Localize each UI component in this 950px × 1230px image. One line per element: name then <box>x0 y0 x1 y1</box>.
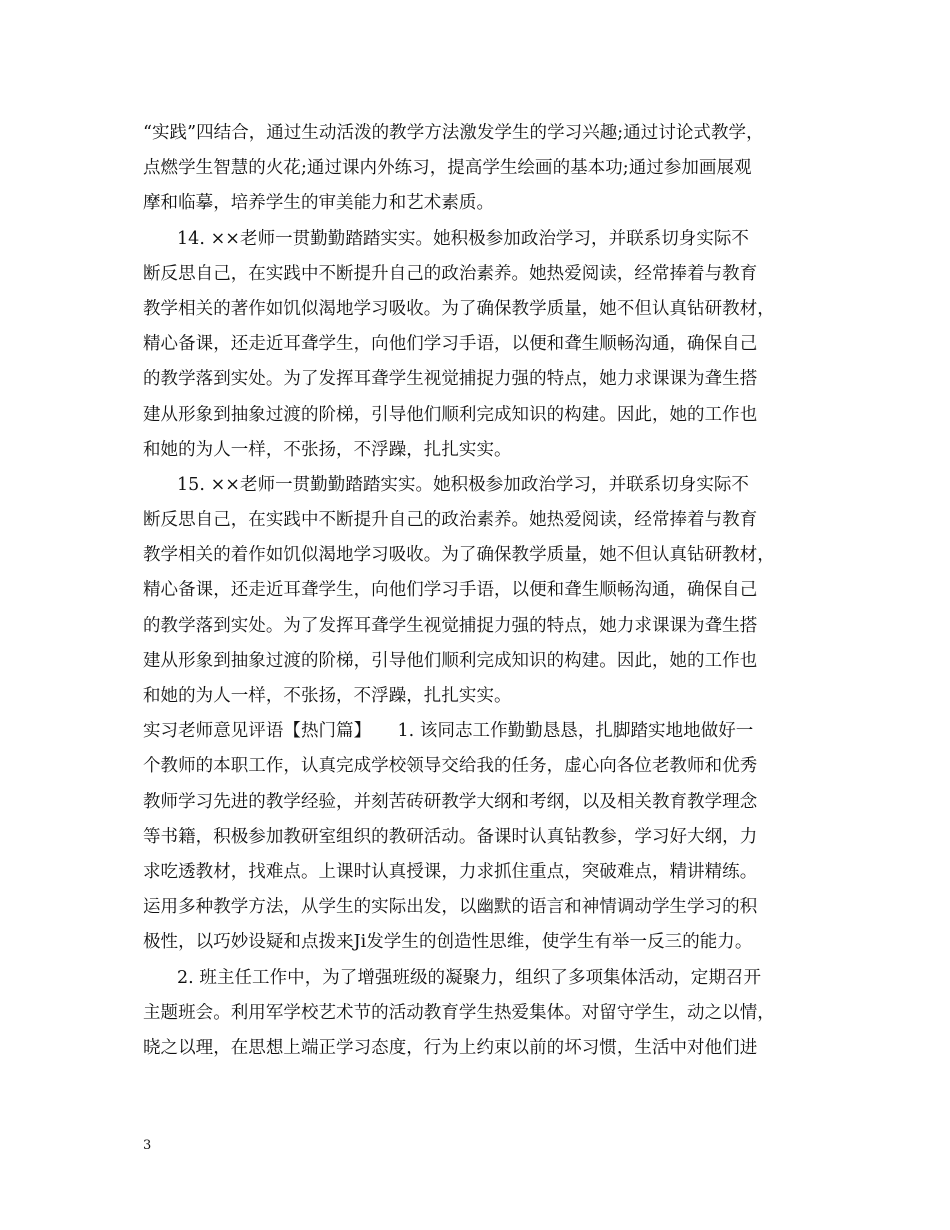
text-line: 的教学落到实处。为了发挥耳聋学生视觉捕捉力强的特点，她力求课课为聋生搭 <box>143 369 758 390</box>
text-line: 晓之以理，在思想上端正学习态度，行为上约束以前的坏习惯，生活中对他们进 <box>143 1037 758 1058</box>
text-line: 点燃学生智慧的火花;通过课内外练习，提高学生绘画的基本功;通过参加画展观 <box>143 158 752 179</box>
text-line: 建从形象到抽象过渡的阶梯，引导他们顺利完成知识的构建。因此，她的工作也 <box>143 650 758 671</box>
text-line: 极性，以巧妙设疑和点拨来Ji发学生的创造性思维，使学生有举一反三的能力。 <box>143 932 753 953</box>
text-line: 运用多种教学方法，从学生的实际出发，以幽默的语言和神情调动学生学习的积 <box>143 897 758 918</box>
text-line: “实践”四结合，通过生动活泼的教学方法激发学生的学习兴趣;通过讨论式教学， <box>143 123 764 143</box>
text-line: 断反思自己，在实践中不断提升自己的政治素养。她热爱阅读，经常捧着与教育 <box>143 263 758 284</box>
text-line: 教师学习先进的教学经验，并刻苦砖研教学大纲和考纲，以及相关教育教学理念 <box>143 791 758 812</box>
text-line: 15. ××老师一贯勤勤踏踏实实。她积极参加政治学习，并联系切身实际不 <box>177 474 749 495</box>
text-line: 和她的为人一样，不张扬，不浮躁，扎扎实实。 <box>143 439 512 460</box>
text-line: 断反思自己，在实践中不断提升自己的政治素养。她热爱阅读，经常捧着与教育 <box>143 510 758 531</box>
text-line: 摩和临摹，培养学生的审美能力和艺术素质。 <box>143 193 494 214</box>
text-line: 实习老师意见评语【热门篇】 1. 该同志工作勤勤恳恳，扎脚踏实地地做好一 <box>143 721 754 742</box>
text-line: 精心备课，还走近耳聋学生，向他们学习手语，以便和聋生顺畅沟通，确保自己 <box>143 580 758 601</box>
document-body <box>143 116 833 1066</box>
text-line: 求吃透教材，找难点。上课时认真授课，力求抓住重点，突破难点，精讲精练。 <box>143 861 758 882</box>
text-line: 个教师的本职工作，认真完成学校领导交给我的任务，虚心向各位老教师和优秀 <box>143 756 758 777</box>
page-number: 3 <box>143 1138 152 1153</box>
text-line: 主题班会。利用军学校艺术节的活动教育学生热爱集体。对留守学生，动之以情， <box>143 1002 775 1023</box>
text-line: 建从形象到抽象过渡的阶梯，引导他们顺利完成知识的构建。因此，她的工作也 <box>143 404 758 425</box>
text-line: 等书籍，积极参加教研室组织的教研活动。备课时认真钻教参，学习好大纲，力 <box>143 826 758 847</box>
text-line: 精心备课，还走近耳聋学生，向他们学习手语，以便和聋生顺畅沟通，确保自己 <box>143 334 758 355</box>
text-line: 14. ××老师一贯勤勤踏踏实实。她积极参加政治学习，并联系切身实际不 <box>177 228 749 249</box>
text-line: 和她的为人一样，不张扬，不浮躁，扎扎实实。 <box>143 686 512 706</box>
text-line: 2. 班主任工作中，为了增强班级的凝聚力，组织了多项集体活动，定期召开 <box>177 967 762 988</box>
text-line: 的教学落到实处。为了发挥耳聋学生视觉捕捉力强的特点，她力求课课为聋生搭 <box>143 615 758 636</box>
text-line: 教学相关的着作如饥似渴地学习吸收。为了确保教学质量，她不但认真钻研教材， <box>143 545 775 566</box>
text-line: 教学相关的著作如饥似渴地学习吸收。为了确保教学质量，她不但认真钻研教材， <box>143 298 775 319</box>
